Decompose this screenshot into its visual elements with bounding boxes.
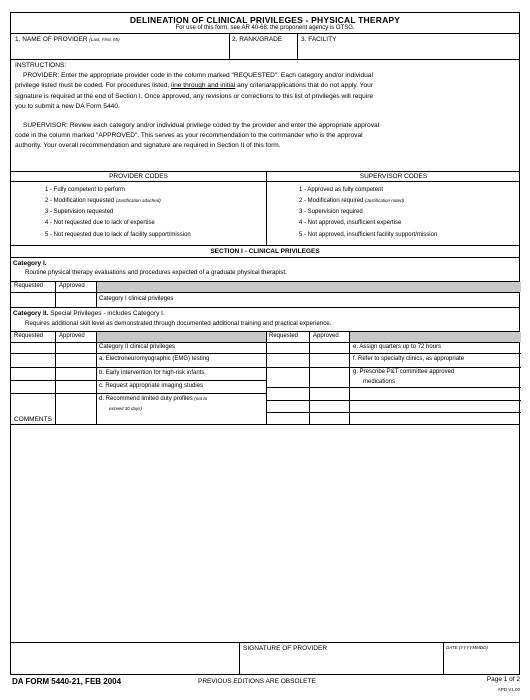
date-label: DATE (YYYYMMDD) — [446, 645, 488, 650]
supervisor-code-2: 2 - Modification required (Justification noted) — [299, 198, 405, 204]
cat1-requested-cell[interactable] — [12, 293, 54, 306]
supervisor-code-1: 1 - Approved as fully competent — [299, 187, 384, 193]
cat2-left-requested-header: Requested — [14, 333, 44, 339]
provider-instructions-4: you to submit a new DA Form 5440. — [15, 102, 120, 110]
supervisor-instructions-1: SUPERVISOR: Review each category and/or individual privilege coded by the provider and enter the appropriate approval — [23, 122, 380, 130]
form-frame — [10, 12, 520, 675]
section-1-heading: SECTION I - CLINICAL PRIVILEGES — [210, 248, 320, 255]
cat2-right-requested-header: Requested — [269, 333, 299, 339]
cat1-approved-header: Approved — [59, 283, 85, 289]
supervisor-code-3: 3 - Supervision required — [299, 209, 363, 215]
form-title: DELINEATION OF CLINICAL PRIVILEGES - PHYSICAL THERAPY — [129, 15, 401, 25]
category-2-desc: Requires additional skill level as demonstrated through documented additional training and practical experience. — [25, 320, 332, 327]
comments-field[interactable] — [13, 426, 519, 640]
provider-codes-header: PROVIDER CODES — [109, 173, 168, 180]
cat1-requested-header: Requested — [14, 283, 44, 289]
supervisor-code-4: 4 - Not approved, insufficient expertise — [299, 220, 402, 226]
cat2-item-a: a. Electroneuromyographic (EMG) testing — [99, 356, 210, 362]
category-2-title: Category II. Special Privileges - includes Category I. — [13, 310, 165, 317]
facility-field[interactable] — [299, 45, 517, 58]
provider-code-4: 4 - Not requested due to lack of expertise — [45, 220, 155, 226]
comments-label: COMMENTS — [14, 416, 52, 423]
category-1-title: Category I. — [13, 260, 47, 267]
obsolete-notice: PREVIOUS EDITIONS ARE OBSOLETE — [198, 678, 316, 685]
supervisor-instructions-2: code in the column marked "APPROVED". This serves as your recommendation to the commander who is the approval — [15, 132, 363, 140]
rank-grade-label: 2. RANK/GRADE — [232, 36, 283, 43]
version-label: APD V1.00 — [497, 687, 520, 692]
cat2-item-e: e. Assign quarters up to 72 hours — [353, 344, 442, 350]
cat2-left-approved-header: Approved — [59, 333, 85, 339]
cat2-item-b: b. Early intervention for high-risk infants — [99, 370, 205, 376]
category-1-desc: Routine physical therapy evaluations and procedures expected of a graduate physical therapist. — [25, 269, 287, 276]
form-subtitle: For use of this form, see AR 40-68; the proponent agency is OTSG. — [175, 25, 355, 31]
provider-code-1: 1 - Fully competent to perform — [45, 187, 126, 193]
supervisor-code-5: 5 - Not approved, insufficient facility support/mission — [299, 232, 438, 238]
cat2-item-g: g. Prescribe P&T committee approved — [353, 369, 455, 375]
cat2-item-general: Category II clinical privileges — [99, 344, 176, 350]
cat1-approved-cell[interactable] — [56, 293, 95, 306]
instructions-heading: INSTRUCTIONS: — [15, 62, 67, 69]
page-number: Page 1 of 2 — [486, 676, 520, 683]
cat2-item-f: f. Refer to specialty clinics, as appropriate — [353, 356, 465, 362]
facility-label: 3. FACILITY — [301, 36, 337, 43]
provider-code-5: 5 - Not requested due to lack of facility support/mission — [45, 232, 191, 238]
cat1-item: Category I clinical privileges — [99, 296, 174, 302]
provider-code-3: 3 - Supervision requested — [45, 209, 114, 215]
form-id: DA FORM 5440-21, FEB 2004 — [12, 677, 122, 686]
date-field[interactable] — [445, 655, 519, 673]
signature-label: SIGNATURE OF PROVIDER — [243, 645, 328, 652]
instructions-block — [15, 61, 517, 152]
provider-instructions-1: PROVIDER: Enter the appropriate provider code in the column marked "REQUESTED". Each category and/or individual — [23, 72, 373, 80]
provider-instructions-3: signature is required at the end of Section I. Once approved, any revisions or corrections to this list of privileges will require — [15, 92, 374, 100]
provider-code-2: 2 - Modification requested (Justification attached) — [45, 198, 161, 204]
signature-field[interactable] — [241, 655, 441, 673]
cat2-item-c: c. Request appropriate imaging studies — [99, 383, 204, 389]
cat2-item-d: d. Recommend limited duty profiles (not to — [99, 396, 208, 402]
provider-name-label: 1. NAME OF PROVIDER (Last, First, MI) — [15, 36, 120, 43]
cat2-item-g-cont: medications — [363, 379, 396, 385]
provider-name-field[interactable] — [13, 45, 227, 58]
supervisor-codes-header: SUPERVISOR CODES — [359, 173, 428, 180]
cat2-right-approved-header: Approved — [313, 333, 339, 339]
supervisor-instructions-3: authority. Your overall recommendation and signature are required in Section II of this form. — [15, 142, 281, 150]
cat2-item-d-note: exceed 30 days) — [109, 406, 143, 411]
rank-grade-field[interactable] — [231, 45, 295, 58]
provider-instructions-2: privilege listed must be coded. For procedures listed, line through and initial any criteria/applications that do not apply. Your — [15, 82, 373, 90]
